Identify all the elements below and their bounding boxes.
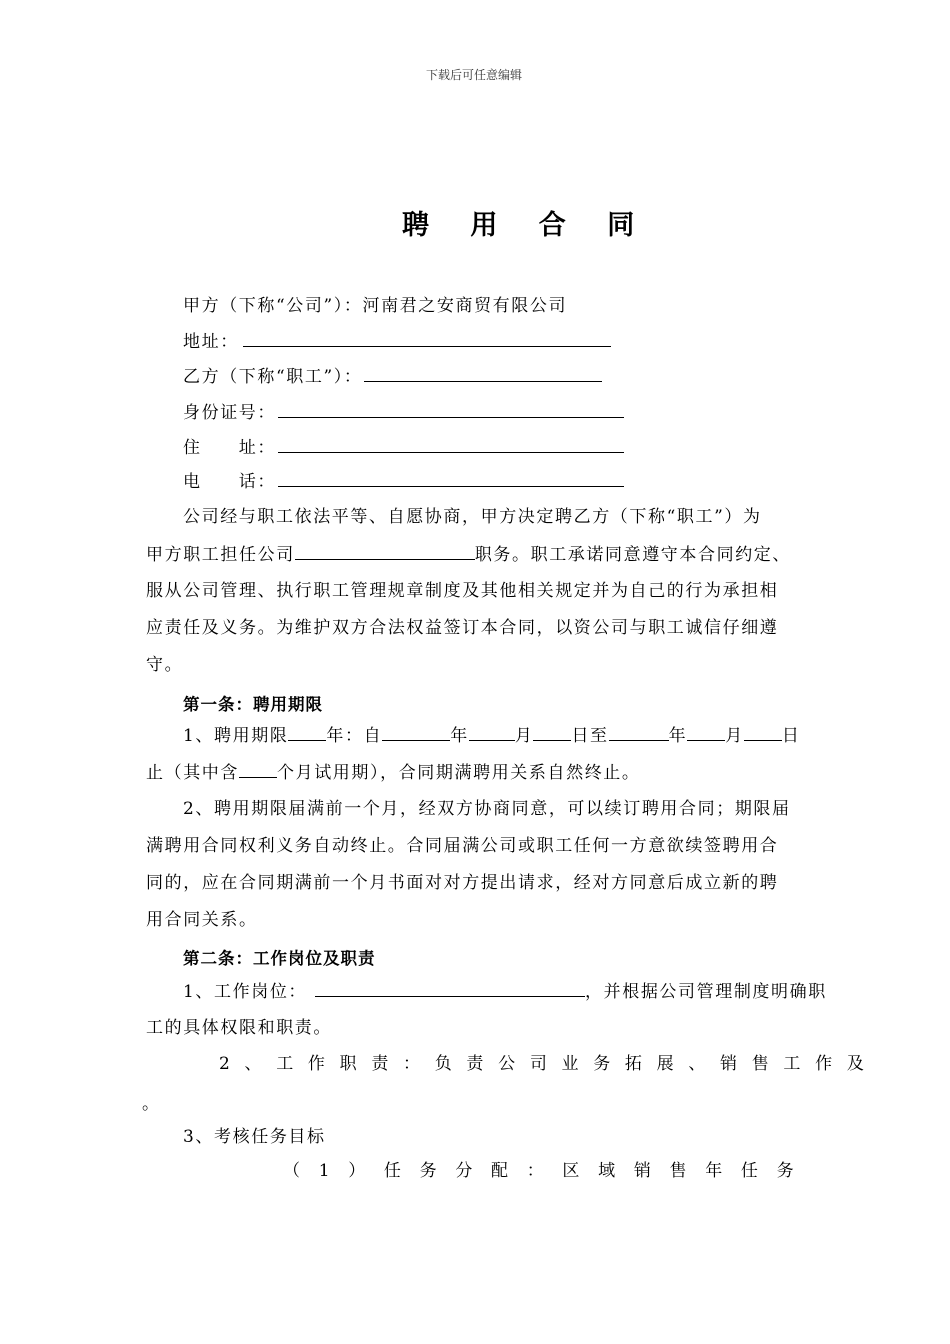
article-2-p1-line-2: 工的具体权限和职责。	[146, 1018, 332, 1038]
end-year-blank[interactable]	[609, 725, 669, 741]
phone-label: 电 话：	[183, 472, 276, 492]
term-from-label: 年：自	[326, 726, 383, 746]
job-post-rest: ，并根据公司管理制度明确职	[585, 982, 827, 1002]
phone-blank[interactable]	[278, 471, 624, 487]
intro-line-5: 守。	[146, 655, 184, 675]
party-a-line	[183, 296, 567, 316]
start-year-label: 年	[450, 726, 469, 746]
article-1-p2-line-2: 满聘用合同权利义务自动终止。合同届满公司或职工任何一方意欲续签聘用合	[146, 836, 779, 856]
start-month-label: 月	[514, 726, 534, 746]
phone-line	[183, 471, 624, 492]
intro-line-1: 公司经与职工依法平等、自愿协商，甲方决定聘乙方（下称“职工”）为	[183, 507, 762, 527]
residence-label: 住 址：	[183, 438, 276, 458]
start-day-blank[interactable]	[533, 725, 571, 741]
party-b-blank[interactable]	[364, 366, 602, 382]
end-month-label: 月	[725, 726, 744, 746]
end-year-label: 年	[668, 726, 688, 746]
article-1-p2-line-1: 2、聘用期限届满前一个月，经双方协商同意，可以续订聘用合同；期限届	[183, 799, 791, 819]
article-2-p2-line-1: 2、工作职责：负责公司业务拓展、销售工作及	[219, 1054, 879, 1074]
job-post-blank[interactable]	[315, 981, 585, 997]
party-b-label: 乙方（下称“职工”）：	[183, 367, 363, 387]
article-1-p2-line-4: 用合同关系。	[146, 910, 258, 930]
end-day-label: 日	[781, 726, 801, 746]
intro-line-2a: 甲方职工担任公司	[146, 545, 295, 565]
address-line	[183, 331, 611, 352]
id-line	[183, 402, 624, 423]
article-1-heading: 第一条：聘用期限	[183, 695, 323, 714]
party-a-value: 河南君之安商贸有限公司	[362, 296, 568, 316]
article-2-p2-line-2: 。	[142, 1094, 161, 1114]
article-2-p1-line-1	[183, 981, 827, 1002]
start-year-blank[interactable]	[382, 725, 450, 741]
job-post-label: 1、工作岗位：	[183, 982, 308, 1002]
id-label: 身份证号：	[183, 403, 276, 423]
probation-rest: 个月试用期），合同期满聘用关系自然终止。	[277, 763, 641, 783]
article-1-p1-line-2	[146, 762, 641, 783]
article-2-p4: （1）任务分配：区域销售年任务	[283, 1161, 813, 1181]
intro-line-4: 应责任及义务。为维护双方合法权益签订本合同，以资公司与职工诚信仔细遵	[146, 618, 779, 638]
id-blank[interactable]	[278, 402, 624, 418]
article-1-p1-line-1	[183, 725, 800, 746]
intro-line-3: 服从公司管理、执行职工管理规章制度及其他相关规定并为自己的行为承担相	[146, 581, 779, 601]
article-2-p3: 3、考核任务目标	[183, 1127, 326, 1147]
article-2-heading: 第二条：工作岗位及职责	[183, 949, 376, 968]
start-day-label: 日至	[571, 726, 609, 746]
address-label: 地址：	[183, 332, 239, 352]
probation-label: 止（其中含	[146, 763, 239, 783]
intro-line-2	[146, 544, 791, 565]
term-years-blank[interactable]	[288, 725, 326, 741]
term-label: 1、聘用期限	[183, 726, 289, 746]
end-month-blank[interactable]	[687, 725, 725, 741]
party-b-line	[183, 366, 602, 387]
residence-line	[183, 437, 624, 458]
party-a-label: 甲方（下称“公司”）：	[183, 296, 363, 316]
intro-line-2b: 职务。职工承诺同意遵守本合同约定、	[474, 545, 792, 565]
start-month-blank[interactable]	[469, 725, 515, 741]
residence-blank[interactable]	[278, 437, 624, 453]
probation-months-blank[interactable]	[239, 762, 277, 778]
article-1-p2-line-3: 同的，应在合同期满前一个月书面对对方提出请求，经对方同意后成立新的聘	[146, 873, 779, 893]
address-blank[interactable]	[243, 331, 611, 347]
position-blank[interactable]	[295, 544, 475, 560]
header-note: 下载后可任意编辑	[426, 68, 523, 82]
contract-title: 聘 用 合 同	[402, 210, 651, 241]
end-day-blank[interactable]	[744, 725, 782, 741]
